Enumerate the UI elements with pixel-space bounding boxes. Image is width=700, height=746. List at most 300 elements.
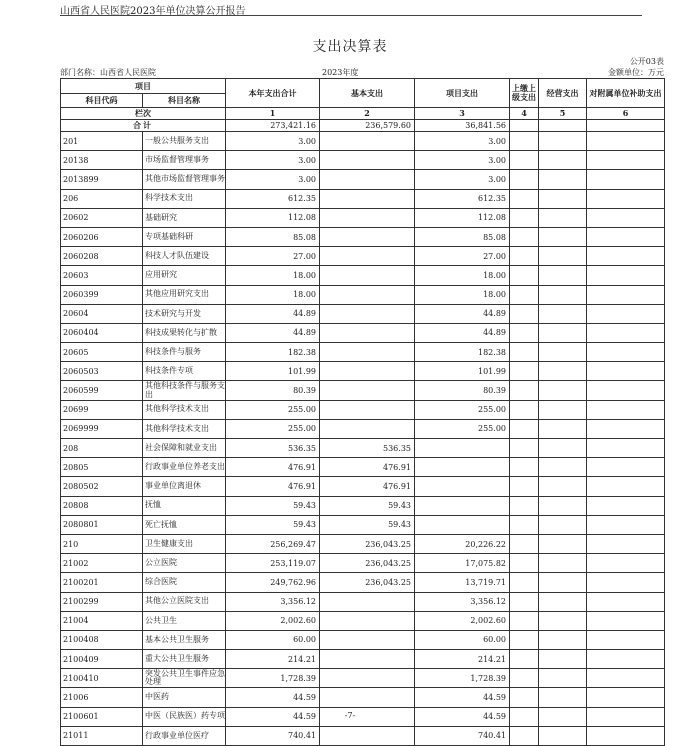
amount-total: 101.99: [226, 362, 320, 381]
total-label: 合计: [61, 120, 226, 132]
subject-code: 210: [61, 534, 143, 553]
amount-basic: [320, 266, 415, 285]
amount-total: 3.00: [226, 170, 320, 189]
subject-code: 2100409: [61, 650, 143, 669]
page-title: 支出决算表: [312, 39, 388, 55]
amount-subsidy: [587, 554, 665, 573]
amount-basic: 59.43: [320, 515, 415, 534]
amount-total: 214.21: [226, 650, 320, 669]
amount-business: [539, 381, 587, 400]
amount-project: 1,728.39: [415, 669, 510, 688]
amount-business: [539, 515, 587, 534]
amount-total: 85.08: [226, 227, 320, 246]
table-row: [61, 170, 665, 189]
amount-business: [539, 496, 587, 515]
amount-business: [539, 285, 587, 304]
table-row: [61, 227, 665, 246]
amount-basic: [320, 611, 415, 630]
amount-basic: [320, 227, 415, 246]
amount-remit: [510, 496, 539, 515]
department-label: 部门名称：山西省人民医院: [60, 68, 156, 77]
amount-total: 249,762.96: [226, 573, 320, 592]
amount-project: 182.38: [415, 343, 510, 362]
amount-total: 3.00: [226, 132, 320, 151]
header-project: 项目支出: [415, 79, 510, 108]
subject-name: 行政事业单位养老支出: [143, 458, 226, 477]
amount-total: 255.00: [226, 400, 320, 419]
header-basic: 基本支出: [320, 79, 415, 108]
subject-name: 死亡抚恤: [143, 515, 226, 534]
total-subsidy: [587, 120, 665, 132]
amount-project: 44.89: [415, 304, 510, 323]
amount-business: [539, 669, 587, 688]
subject-name: 其他科学技术支出: [143, 400, 226, 419]
amount-subsidy: [587, 189, 665, 208]
amount-subsidy: [587, 304, 665, 323]
header-subject-code: 科目代码: [61, 94, 143, 108]
subject-name: 科技条件与服务: [143, 343, 226, 362]
amount-business: [539, 611, 587, 630]
subject-name: 科技人才队伍建设: [143, 247, 226, 266]
amount-business: [539, 650, 587, 669]
amount-total: 3,356.12: [226, 592, 320, 611]
amount-subsidy: [587, 266, 665, 285]
subject-name: 市场监督管理事务: [143, 151, 226, 170]
amount-business: [539, 419, 587, 438]
amount-remit: [510, 304, 539, 323]
amount-subsidy: [587, 496, 665, 515]
col-number: 2: [320, 108, 415, 120]
amount-total: 3.00: [226, 151, 320, 170]
subject-name: 其他科学技术支出: [143, 419, 226, 438]
amount-project: 740.41: [415, 726, 510, 745]
table-row: [61, 458, 665, 477]
amount-business: [539, 362, 587, 381]
amount-total: 476.91: [226, 458, 320, 477]
table-row: [61, 515, 665, 534]
table-row: [61, 189, 665, 208]
subject-name: 公共卫生: [143, 611, 226, 630]
subject-name: 中医（民族医）药专项: [143, 707, 226, 726]
table-row: [61, 554, 665, 573]
amount-basic: [320, 151, 415, 170]
table-row: [61, 362, 665, 381]
subject-code: 2013899: [61, 170, 143, 189]
amount-basic: [320, 189, 415, 208]
subject-name: 抚恤: [143, 496, 226, 515]
table-row: [61, 726, 665, 745]
subject-code: 201: [61, 132, 143, 151]
subject-name: 行政事业单位医疗: [143, 726, 226, 745]
amount-subsidy: [587, 400, 665, 419]
subject-code: 2100408: [61, 630, 143, 649]
amount-basic: 536.35: [320, 439, 415, 458]
amount-remit: [510, 611, 539, 630]
amount-project: 2,002.60: [415, 611, 510, 630]
amount-basic: 236,043.25: [320, 554, 415, 573]
subject-code: 2060599: [61, 381, 143, 400]
total-remit: [510, 120, 539, 132]
amount-subsidy: [587, 227, 665, 246]
total-row: [61, 120, 665, 132]
amount-project: 18.00: [415, 285, 510, 304]
amount-project: 80.39: [415, 381, 510, 400]
amount-business: [539, 400, 587, 419]
subject-code: 2100601: [61, 707, 143, 726]
amount-subsidy: [587, 592, 665, 611]
amount-business: [539, 439, 587, 458]
table-row: [61, 285, 665, 304]
amount-project: [415, 477, 510, 496]
amount-subsidy: [587, 611, 665, 630]
amount-subsidy: [587, 477, 665, 496]
table-row: [61, 304, 665, 323]
subject-name: 技术研究与开发: [143, 304, 226, 323]
amount-subsidy: [587, 515, 665, 534]
info-row: [60, 67, 664, 77]
table-row: [61, 669, 665, 688]
amount-total: 80.39: [226, 381, 320, 400]
amount-business: [539, 208, 587, 227]
amount-basic: [320, 343, 415, 362]
subject-name: 中医药: [143, 688, 226, 707]
amount-business: [539, 554, 587, 573]
unit-label: 金额单位：万元: [608, 68, 664, 77]
subject-name: 科技条件专项: [143, 362, 226, 381]
subject-name: 社会保障和就业支出: [143, 439, 226, 458]
amount-total: 740.41: [226, 726, 320, 745]
amount-project: 44.59: [415, 707, 510, 726]
amount-subsidy: [587, 285, 665, 304]
amount-basic: [320, 669, 415, 688]
table-row: [61, 132, 665, 151]
amount-business: [539, 726, 587, 745]
amount-total: 59.43: [226, 496, 320, 515]
amount-business: [539, 132, 587, 151]
col-number: 5: [539, 108, 587, 120]
running-header: 山西省人民医院2023年单位决算公开报告: [60, 6, 246, 17]
amount-remit: [510, 573, 539, 592]
amount-basic: 476.91: [320, 458, 415, 477]
amount-project: 3.00: [415, 151, 510, 170]
subject-code: 20602: [61, 208, 143, 227]
amount-total: 44.59: [226, 688, 320, 707]
subject-name: 其他公立医院支出: [143, 592, 226, 611]
subject-code: 20808: [61, 496, 143, 515]
amount-project: 44.89: [415, 323, 510, 342]
amount-basic: 236,043.25: [320, 534, 415, 553]
page-number: -7-: [344, 711, 356, 720]
table-row: [61, 208, 665, 227]
amount-basic: [320, 247, 415, 266]
amount-subsidy: [587, 688, 665, 707]
amount-business: [539, 688, 587, 707]
subject-code: 21011: [61, 726, 143, 745]
amount-remit: [510, 554, 539, 573]
amount-remit: [510, 592, 539, 611]
subject-code: 2060399: [61, 285, 143, 304]
amount-project: 85.08: [415, 227, 510, 246]
amount-total: 2,002.60: [226, 611, 320, 630]
subject-code: 206: [61, 189, 143, 208]
subject-code: 2100201: [61, 573, 143, 592]
subject-code: 208: [61, 439, 143, 458]
subject-name: 一般公共服务支出: [143, 132, 226, 151]
table-row: [61, 592, 665, 611]
table-row: [61, 630, 665, 649]
subject-code: 20605: [61, 343, 143, 362]
amount-total: 256,269.47: [226, 534, 320, 553]
amount-total: 112.08: [226, 208, 320, 227]
amount-business: [539, 458, 587, 477]
expenditure-table-wrapper: [60, 78, 664, 746]
amount-basic: 59.43: [320, 496, 415, 515]
amount-subsidy: [587, 458, 665, 477]
table-row: [61, 381, 665, 400]
amount-subsidy: [587, 534, 665, 553]
amount-business: [539, 592, 587, 611]
amount-business: [539, 266, 587, 285]
subject-name: 基本公共卫生服务: [143, 630, 226, 649]
amount-basic: [320, 381, 415, 400]
subject-code: 2069999: [61, 419, 143, 438]
amount-remit: [510, 381, 539, 400]
total-project: 36,841.56: [415, 120, 510, 132]
subject-name: 科学技术支出: [143, 189, 226, 208]
amount-remit: [510, 630, 539, 649]
amount-project: 612.35: [415, 189, 510, 208]
total-amount: 273,421.16: [226, 120, 320, 132]
amount-project: 44.59: [415, 688, 510, 707]
amount-remit: [510, 285, 539, 304]
amount-subsidy: [587, 419, 665, 438]
table-row: [61, 419, 665, 438]
subject-name: 其他科技条件与服务支出: [143, 381, 226, 400]
subject-code: 20805: [61, 458, 143, 477]
amount-remit: [510, 208, 539, 227]
subject-code: 20604: [61, 304, 143, 323]
table-row: [61, 477, 665, 496]
amount-project: 20,226.22: [415, 534, 510, 553]
col-number: 1: [226, 108, 320, 120]
header-rule: [60, 15, 642, 16]
amount-total: 182.38: [226, 343, 320, 362]
amount-business: [539, 189, 587, 208]
amount-project: [415, 515, 510, 534]
subject-code: 21006: [61, 688, 143, 707]
subject-name: 基础研究: [143, 208, 226, 227]
table-row: [61, 688, 665, 707]
subject-code: 2100410: [61, 669, 143, 688]
amount-basic: [320, 592, 415, 611]
amount-business: [539, 477, 587, 496]
amount-basic: [320, 132, 415, 151]
header-remit: 上缴上级支出: [510, 79, 539, 108]
amount-remit: [510, 400, 539, 419]
amount-business: [539, 534, 587, 553]
amount-remit: [510, 323, 539, 342]
amount-basic: [320, 419, 415, 438]
amount-total: 536.35: [226, 439, 320, 458]
amount-remit: [510, 227, 539, 246]
header-business: 经营支出: [539, 79, 587, 108]
amount-subsidy: [587, 170, 665, 189]
amount-basic: [320, 362, 415, 381]
amount-subsidy: [587, 132, 665, 151]
table-row: [61, 611, 665, 630]
amount-basic: [320, 650, 415, 669]
amount-basic: [320, 208, 415, 227]
subject-name: 突发公共卫生事件应急处理: [143, 669, 226, 688]
amount-subsidy: [587, 208, 665, 227]
total-basic: 236,579.60: [320, 120, 415, 132]
amount-basic: 236,043.25: [320, 573, 415, 592]
amount-project: [415, 496, 510, 515]
expenditure-table: [60, 78, 665, 746]
amount-basic: [320, 304, 415, 323]
amount-business: [539, 630, 587, 649]
amount-project: 112.08: [415, 208, 510, 227]
table-row: [61, 439, 665, 458]
subject-name: 应用研究: [143, 266, 226, 285]
subject-name: 公立医院: [143, 554, 226, 573]
amount-remit: [510, 362, 539, 381]
header-total: 本年支出合计: [226, 79, 320, 108]
subject-code: 2060208: [61, 247, 143, 266]
amount-project: 3.00: [415, 132, 510, 151]
amount-project: 60.00: [415, 630, 510, 649]
amount-basic: [320, 400, 415, 419]
amount-total: 612.35: [226, 189, 320, 208]
amount-total: 255.00: [226, 419, 320, 438]
col-number: 3: [415, 108, 510, 120]
amount-business: [539, 247, 587, 266]
amount-basic: [320, 323, 415, 342]
table-row: [61, 534, 665, 553]
table-row: [61, 343, 665, 362]
amount-subsidy: [587, 381, 665, 400]
amount-remit: [510, 189, 539, 208]
amount-total: 476.91: [226, 477, 320, 496]
subject-name: 重大公共卫生服务: [143, 650, 226, 669]
table-row: [61, 650, 665, 669]
amount-remit: [510, 266, 539, 285]
amount-project: 13,719.71: [415, 573, 510, 592]
amount-remit: [510, 669, 539, 688]
col-number: 4: [510, 108, 539, 120]
total-business: [539, 120, 587, 132]
subject-code: 20603: [61, 266, 143, 285]
subject-name: 科技成果转化与扩散: [143, 323, 226, 342]
subject-code: 21002: [61, 554, 143, 573]
header-subsidy: 对附属单位补助支出: [587, 79, 665, 108]
amount-remit: [510, 132, 539, 151]
amount-business: [539, 573, 587, 592]
amount-total: 44.59: [226, 707, 320, 726]
amount-remit: [510, 650, 539, 669]
amount-project: 255.00: [415, 419, 510, 438]
table-row: [61, 496, 665, 515]
amount-total: 253,119.07: [226, 554, 320, 573]
amount-business: [539, 304, 587, 323]
subject-code: 2100299: [61, 592, 143, 611]
amount-subsidy: [587, 669, 665, 688]
table-body: [61, 132, 665, 746]
subject-name: 事业单位离退休: [143, 477, 226, 496]
amount-basic: [320, 630, 415, 649]
amount-total: 59.43: [226, 515, 320, 534]
amount-business: [539, 227, 587, 246]
table-row: [61, 151, 665, 170]
amount-total: 18.00: [226, 266, 320, 285]
amount-basic: [320, 688, 415, 707]
amount-project: 214.21: [415, 650, 510, 669]
table-row: [61, 247, 665, 266]
amount-subsidy: [587, 343, 665, 362]
form-code: 公开03表: [629, 57, 664, 66]
subject-code: 2060404: [61, 323, 143, 342]
amount-remit: [510, 439, 539, 458]
table-row: [61, 266, 665, 285]
amount-subsidy: [587, 151, 665, 170]
amount-project: 101.99: [415, 362, 510, 381]
amount-project: 27.00: [415, 247, 510, 266]
amount-remit: [510, 458, 539, 477]
amount-project: [415, 458, 510, 477]
amount-remit: [510, 419, 539, 438]
table-header: [61, 79, 665, 132]
amount-basic: [320, 170, 415, 189]
subject-name: 卫生健康支出: [143, 534, 226, 553]
amount-remit: [510, 151, 539, 170]
subject-code: 2080502: [61, 477, 143, 496]
amount-subsidy: [587, 573, 665, 592]
amount-project: 3,356.12: [415, 592, 510, 611]
amount-remit: [510, 515, 539, 534]
amount-total: 60.00: [226, 630, 320, 649]
amount-total: 27.00: [226, 247, 320, 266]
subject-name: 专项基础科研: [143, 227, 226, 246]
amount-total: 18.00: [226, 285, 320, 304]
amount-remit: [510, 477, 539, 496]
col-number: 6: [587, 108, 665, 120]
amount-business: [539, 323, 587, 342]
amount-remit: [510, 247, 539, 266]
subject-code: 20699: [61, 400, 143, 419]
table-row: [61, 400, 665, 419]
amount-project: [415, 439, 510, 458]
subject-name: 其他市场监督管理事务: [143, 170, 226, 189]
year-label: 2023年度: [322, 68, 359, 77]
amount-subsidy: [587, 650, 665, 669]
subject-code: 20138: [61, 151, 143, 170]
amount-basic: 476.91: [320, 477, 415, 496]
amount-project: 17,075.82: [415, 554, 510, 573]
amount-subsidy: [587, 247, 665, 266]
header-column-order: 栏次: [61, 108, 226, 120]
amount-business: [539, 151, 587, 170]
amount-project: 18.00: [415, 266, 510, 285]
amount-total: 44.89: [226, 323, 320, 342]
amount-subsidy: [587, 630, 665, 649]
amount-subsidy: [587, 439, 665, 458]
amount-project: 255.00: [415, 400, 510, 419]
amount-total: 44.89: [226, 304, 320, 323]
amount-subsidy: [587, 323, 665, 342]
amount-remit: [510, 170, 539, 189]
amount-business: [539, 343, 587, 362]
amount-basic: [320, 285, 415, 304]
